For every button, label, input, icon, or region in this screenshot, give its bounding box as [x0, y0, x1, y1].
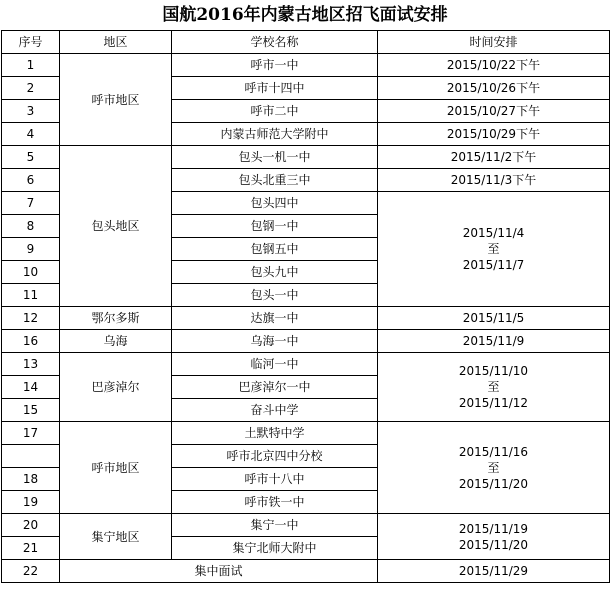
school-cell: 临河一中 [172, 353, 378, 376]
page-title: 国航2016年内蒙古地区招飞面试安排 [162, 5, 448, 25]
row-no: 6 [2, 169, 60, 192]
row-no: 17 [2, 422, 60, 445]
time-line-1: 2015/11/19 [458, 521, 529, 536]
time-cell: 2015/10/26下午 [378, 77, 610, 100]
school-cell: 呼市一中 [172, 54, 378, 77]
region-cell: 呼市地区 [60, 54, 172, 146]
header-no: 序号 [2, 31, 60, 54]
region-cell: 呼市地区 [60, 422, 172, 514]
school-cell: 呼市北京四中分校 [172, 445, 378, 468]
time-to: 至 [487, 380, 500, 394]
final-interview-cell: 集中面试 [60, 560, 378, 583]
time-end: 2015/11/20 [458, 476, 529, 491]
school-cell: 呼市铁一中 [172, 491, 378, 514]
school-cell: 乌海一中 [172, 330, 378, 353]
region-cell: 乌海 [60, 330, 172, 353]
region-cell: 包头地区 [60, 146, 172, 307]
row-no: 4 [2, 123, 60, 146]
table-row [2, 330, 610, 353]
time-range-cell [378, 353, 610, 422]
school-cell: 达旗一中 [172, 307, 378, 330]
time-cell: 2015/11/29 [378, 560, 610, 583]
school-cell: 包头九中 [172, 261, 378, 284]
time-range-cell [378, 422, 610, 514]
row-no: 15 [2, 399, 60, 422]
table-row [2, 54, 610, 77]
table-row [2, 560, 610, 583]
time-cell: 2015/10/27下午 [378, 100, 610, 123]
region-cell: 集宁地区 [60, 514, 172, 560]
time-pair-cell [378, 514, 610, 560]
row-no: 3 [2, 100, 60, 123]
time-end: 2015/11/12 [458, 396, 529, 410]
school-cell: 内蒙古师范大学附中 [172, 123, 378, 146]
time-cell: 2015/11/5 [378, 307, 610, 330]
row-no: 9 [2, 238, 60, 261]
row-no: 5 [2, 146, 60, 169]
time-line-2: 2015/11/20 [458, 537, 529, 552]
row-no [2, 445, 60, 468]
row-no: 22 [2, 560, 60, 583]
schedule-table [1, 30, 610, 583]
row-no: 21 [2, 537, 60, 560]
header-school: 学校名称 [172, 31, 378, 54]
header-region: 地区 [60, 31, 172, 54]
school-cell: 包头一机一中 [172, 146, 378, 169]
row-no: 20 [2, 514, 60, 537]
row-no: 19 [2, 491, 60, 514]
row-no: 14 [2, 376, 60, 399]
table-row [2, 514, 610, 537]
time-cell: 2015/10/29下午 [378, 123, 610, 146]
row-no: 13 [2, 353, 60, 376]
region-cell: 鄂尔多斯 [60, 307, 172, 330]
time-start: 2015/11/16 [458, 444, 529, 459]
school-cell: 包钢一中 [172, 215, 378, 238]
school-cell: 土默特中学 [172, 422, 378, 445]
school-cell: 包头北重三中 [172, 169, 378, 192]
school-cell: 包头一中 [172, 284, 378, 307]
row-no: 8 [2, 215, 60, 238]
school-cell: 集宁北师大附中 [172, 537, 378, 560]
school-cell: 奋斗中学 [172, 399, 378, 422]
time-to: 至 [487, 242, 500, 256]
table-row [2, 353, 610, 376]
school-cell: 集宁一中 [172, 514, 378, 537]
table-row [2, 307, 610, 330]
school-cell: 呼市十四中 [172, 77, 378, 100]
row-no: 1 [2, 54, 60, 77]
row-no: 18 [2, 468, 60, 491]
time-start: 2015/11/10 [458, 364, 529, 378]
table-row [2, 422, 610, 445]
row-no: 7 [2, 192, 60, 215]
school-cell: 呼市二中 [172, 100, 378, 123]
header-time: 时间安排 [378, 31, 610, 54]
region-cell: 巴彦淖尔 [60, 353, 172, 422]
row-no: 2 [2, 77, 60, 100]
school-cell: 包头四中 [172, 192, 378, 215]
row-no: 12 [2, 307, 60, 330]
time-cell: 2015/11/2下午 [378, 146, 610, 169]
school-cell: 巴彦淖尔一中 [172, 376, 378, 399]
time-range-cell [378, 192, 610, 307]
school-cell: 呼市十八中 [172, 468, 378, 491]
table-row [2, 146, 610, 169]
row-no: 11 [2, 284, 60, 307]
row-no: 10 [2, 261, 60, 284]
school-cell: 包钢五中 [172, 238, 378, 261]
time-cell: 2015/11/3下午 [378, 169, 610, 192]
header-row [2, 31, 610, 54]
time-cell: 2015/10/22下午 [378, 54, 610, 77]
time-start: 2015/11/4 [462, 226, 525, 240]
row-no: 16 [2, 330, 60, 353]
time-to: 至 [487, 460, 500, 475]
time-end: 2015/11/7 [462, 258, 525, 272]
time-cell: 2015/11/9 [378, 330, 610, 353]
